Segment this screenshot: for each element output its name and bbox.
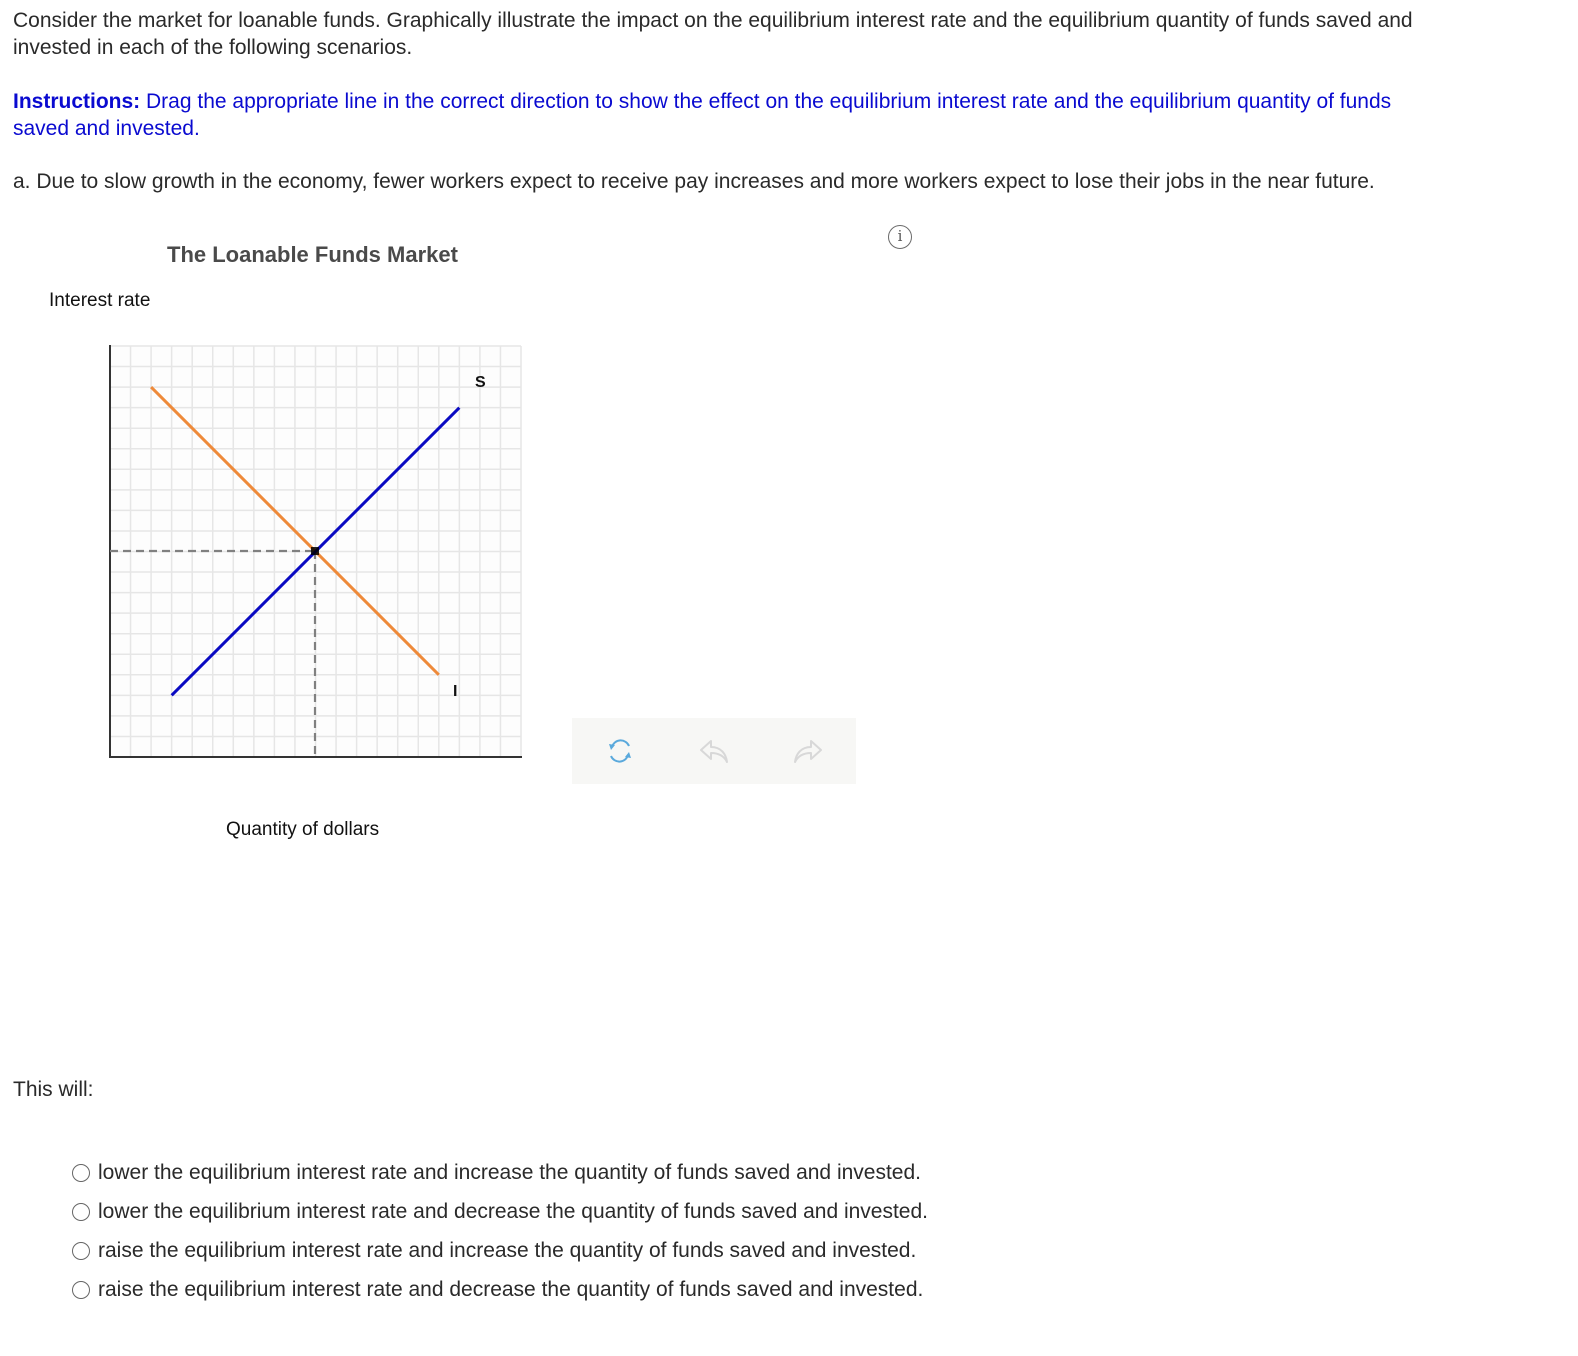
- option-label: lower the equilibrium interest rate and increase the quantity of funds saved and invested.: [98, 1160, 921, 1184]
- answer-option-2[interactable]: [72, 1192, 928, 1231]
- equilibrium-point: [311, 547, 319, 555]
- reset-icon: [605, 736, 635, 766]
- instructions-text: Drag the appropriate line in the correct direction to show the effect on the equilibrium interest rate and the equilibrium quantity of funds saved and invested.: [13, 90, 1392, 140]
- undo-icon: [697, 736, 731, 766]
- x-axis-label: Quantity of dollars: [226, 819, 380, 840]
- y-axis-label: Interest rate: [49, 290, 151, 311]
- radio-button[interactable]: [72, 1203, 90, 1221]
- loanable-funds-graph[interactable]: [0, 0, 560, 800]
- info-icon[interactable]: i: [888, 225, 912, 249]
- question-intro: Consider the market for loanable funds. Graphically illustrate the impact on the equilibrium interest rate and the equilibrium quantity of funds saved and invested in each of the following scenarios.: [13, 9, 1413, 59]
- answer-option-1[interactable]: [72, 1153, 928, 1192]
- graph-toolbar: [572, 718, 856, 784]
- radio-button[interactable]: [72, 1242, 90, 1260]
- answer-options: [72, 1153, 928, 1309]
- graph-title: The Loanable Funds Market: [167, 242, 458, 267]
- option-label: raise the equilibrium interest rate and increase the quantity of funds saved and invested.: [98, 1238, 917, 1262]
- undo-button[interactable]: [694, 731, 734, 771]
- redo-icon: [791, 736, 825, 766]
- answer-prompt: This will:: [13, 1078, 94, 1101]
- investment-label: I: [453, 683, 458, 700]
- redo-button[interactable]: [788, 731, 828, 771]
- answer-option-4[interactable]: [72, 1270, 928, 1309]
- reset-button[interactable]: [600, 731, 640, 771]
- answer-option-3[interactable]: [72, 1231, 928, 1270]
- supply-label: S: [475, 374, 486, 391]
- option-label: raise the equilibrium interest rate and decrease the quantity of funds saved and invested.: [98, 1277, 924, 1301]
- instructions-label: Instructions:: [13, 90, 141, 113]
- scenario-text: a. Due to slow growth in the economy, fewer workers expect to receive pay increases and more workers expect to lose their jobs in the near future.: [13, 170, 1375, 193]
- radio-button[interactable]: [72, 1281, 90, 1299]
- option-label: lower the equilibrium interest rate and decrease the quantity of funds saved and invested.: [98, 1199, 929, 1223]
- radio-button[interactable]: [72, 1164, 90, 1182]
